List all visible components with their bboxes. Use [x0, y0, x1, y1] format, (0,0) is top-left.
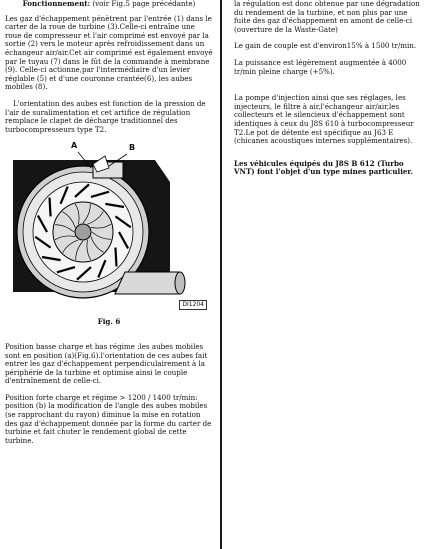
injection-paragraph: La pompe d'injection ainsi que ses réglages, les injecteurs, le filtre à air,l'échangeur air/air,les collecteurs et le silencieux d'échappement sont identiques à ceux du J8S 610 à turbocompresseur T2.Le pot de détente est spécifique au J63 E (chicanes acoustiques internes supplémentaires). — [234, 93, 414, 146]
power-paragraph: La puissance est légèrement augmentée à 4000 tr/min pleine charge (+5%). — [234, 57, 407, 76]
figure-reference: DI1204 — [179, 300, 207, 311]
low-load-paragraph: Position basse charge et bas régime :les aubes mobiles sont en position (a)(Fig.6).l'orientation de ces aubes fait entrer les gaz d'échappement perpendiculairement à la périphérie de la turbine et optimise ainsi le couple d'entraînement de celle-ci. — [5, 341, 208, 386]
high-load-paragraph: Position forte charge et régime > 1200 / 1400 tr/min: position (b) la modification de l'angle des aubes mobiles (se rapprochant du rayon) diminue la mise en rotation des gaz d'échappement donnée par la forme du carter de turbine et fait chuter le rendement global de cette turbine. — [5, 392, 212, 445]
turbocharger-diagram — [5, 142, 213, 312]
torque-gain-paragraph: Le gain de couple est d'environ15% à 1500 tr/min. — [234, 41, 417, 51]
regulation-paragraph: la régulation est donc obtenue par une dégradation du rendement de la turbine, et non plus par une fuite des gaz d'échappement en amont de celle-ci (ouverture de la Waste-Gate) — [234, 0, 420, 34]
column-divider — [220, 0, 222, 549]
label-b: B — [129, 143, 136, 153]
label-a: A — [71, 141, 78, 151]
section-heading — [5, 0, 213, 9]
turbocharger-illustration — [5, 142, 213, 312]
vane-orientation-paragraph: L'orientation des aubes est fonction de la pression de l'air de suralimentation et cet artifice de régulation remplace le clapet de décharge traditionnel des turbocompresseurs type T2. — [5, 98, 206, 134]
heading-reference: (voir Fig.5 page précédante) — [90, 0, 196, 8]
left-column — [5, 0, 213, 453]
heading-label: Fonctionnement: — [22, 0, 91, 8]
operation-paragraph: Les gaz d'échappement pénètrent par l'entrée (1) dans le carter de la roue de turbine (3).Celle-ci entraîne une roue de compresseur et l'air comprimé est envoyé par la sortie (2) vers le moteur après refroidissement dans un échangeur air/air.Cet air comprimé est également envoyé par le tuyau (7) dans le fût de la commande à membrane (9). Celle-ci actionne,par l'intermédiaire d'un levier réglable (5) et d'une couronne crantée(6), les aubes mobiles (8). — [5, 13, 213, 92]
right-column — [234, 0, 426, 185]
figure-caption: Fig. 6 — [97, 317, 121, 327]
vehicle-type-note: Les véhicules équipés du J8S B 612 (Turbo VNT) font l'objet d'un type mines particulier. — [234, 158, 413, 177]
